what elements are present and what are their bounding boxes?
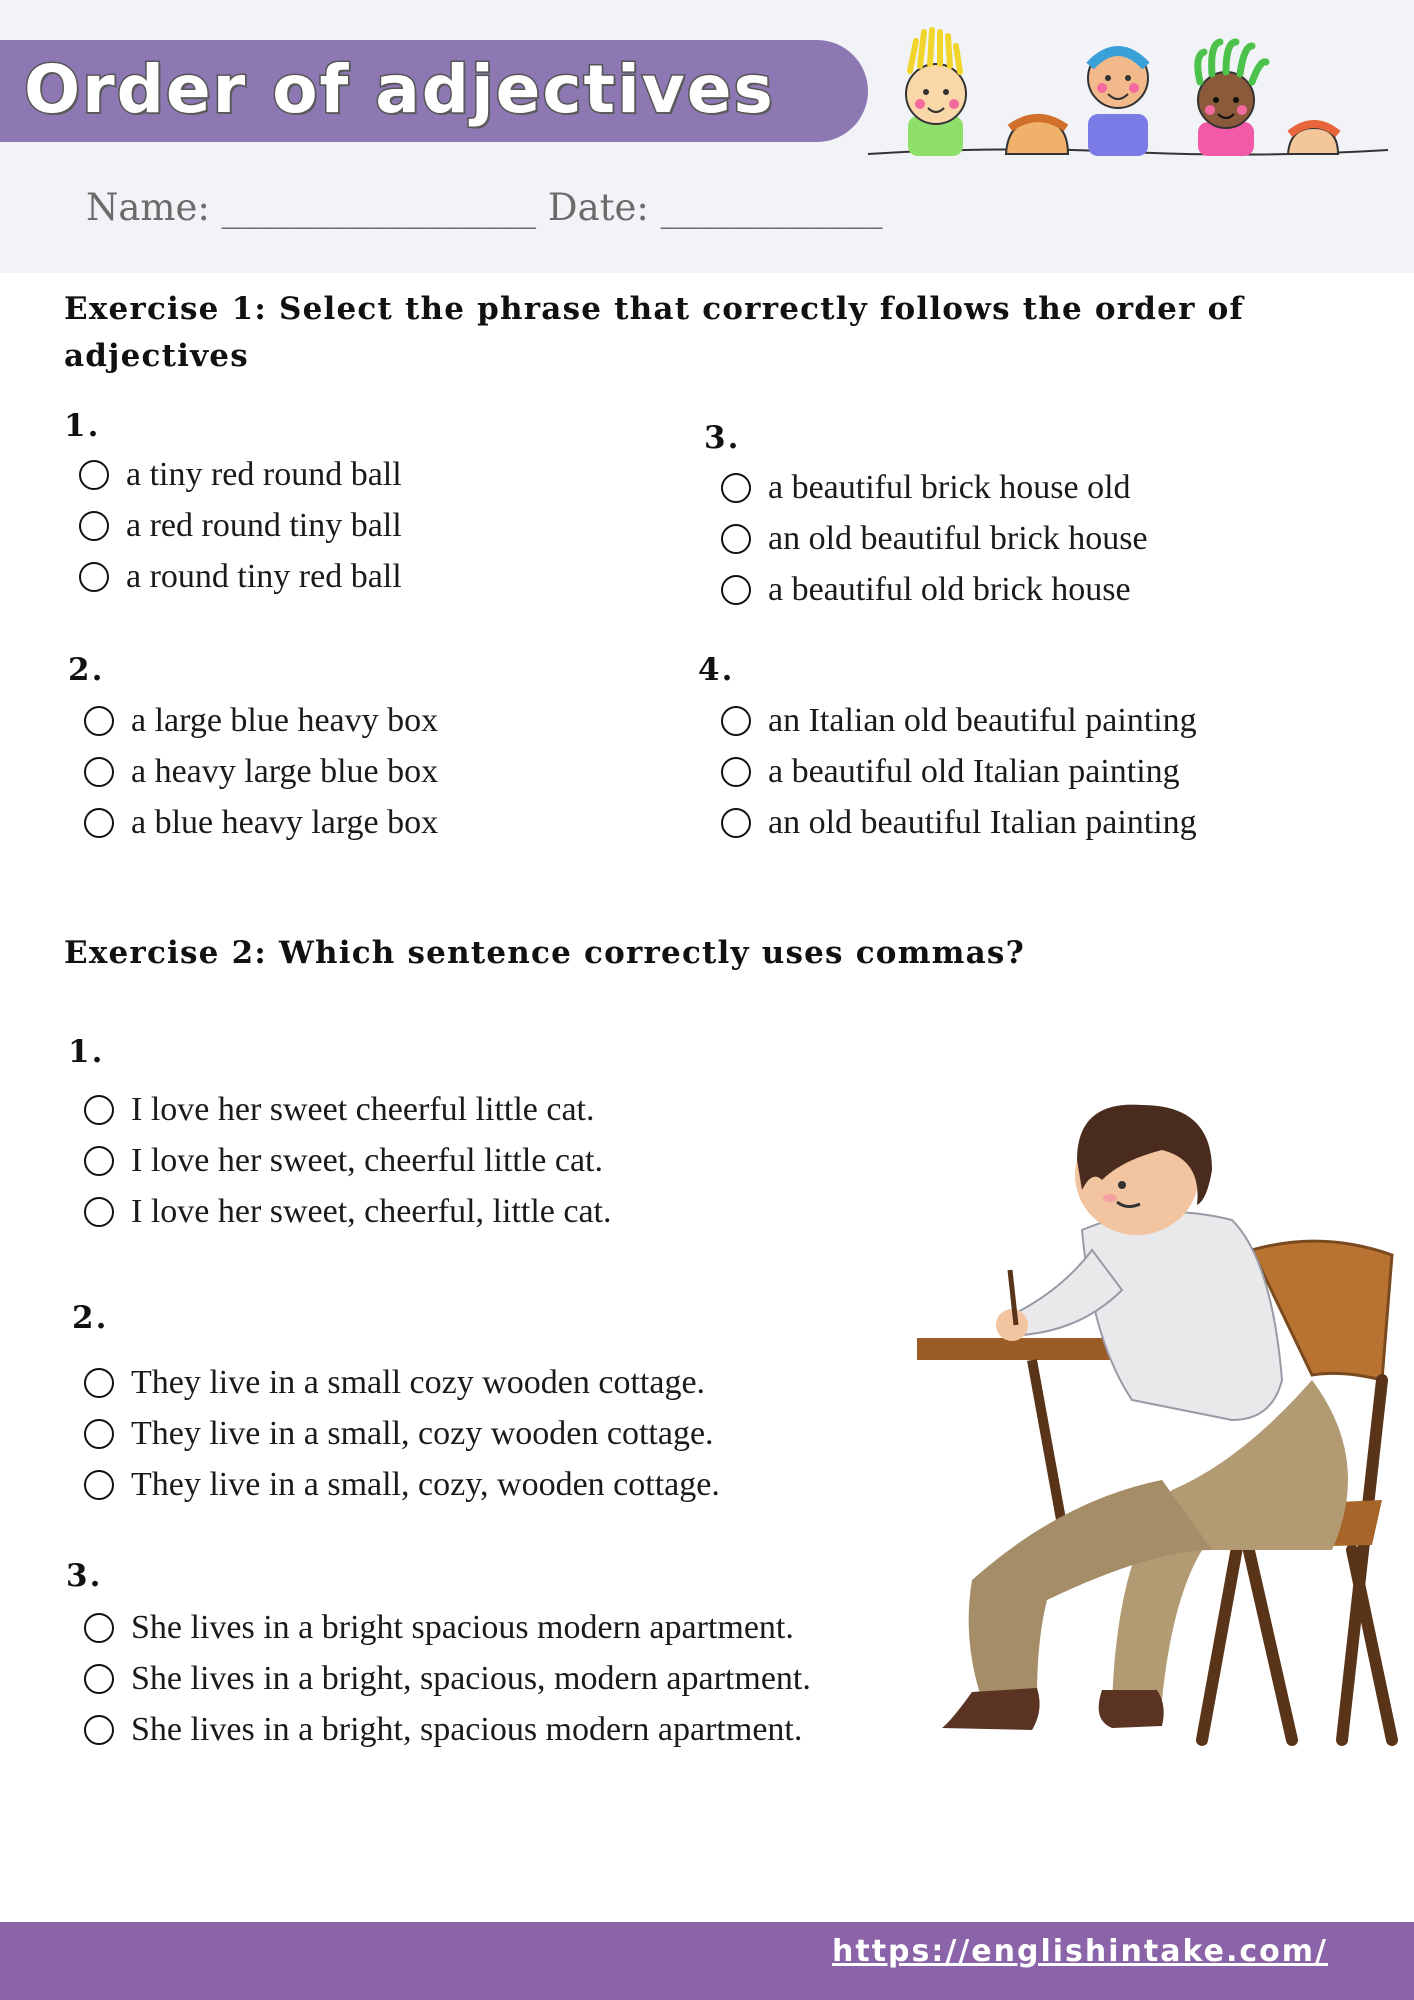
footer-website-link[interactable]: https://englishintake.com/ [832,1934,1328,1969]
ex2-q2-option-1[interactable]: They live in a small cozy wooden cottage. [84,1364,705,1402]
radio-button[interactable] [84,757,114,787]
radio-button[interactable] [84,1419,114,1449]
kids-illustration [868,16,1388,166]
ex2-q2-option-2[interactable]: They live in a small, cozy wooden cottage. [84,1415,714,1453]
radio-button[interactable] [721,524,751,554]
ex1-q1-option-2[interactable]: a red round tiny ball [79,507,402,545]
ex2-q1-option-2[interactable]: I love her sweet, cheerful little cat. [84,1142,603,1180]
ex2-q3-number: 3. [66,1558,103,1594]
ex1-q2-option-3[interactable]: a blue heavy large box [84,804,438,842]
ex1-q1-option-1[interactable]: a tiny red round ball [79,456,402,494]
radio-button[interactable] [79,460,109,490]
radio-button[interactable] [721,706,751,736]
radio-button[interactable] [84,1146,114,1176]
ex1-q1-option-3[interactable]: a round tiny red ball [79,558,402,596]
ex1-q3-option-2[interactable]: an old beautiful brick house [721,520,1148,558]
radio-button[interactable] [84,1368,114,1398]
radio-button[interactable] [79,511,109,541]
ex1-q2-option-1[interactable]: a large blue heavy box [84,702,438,740]
radio-button[interactable] [721,808,751,838]
exercise-1-heading [64,286,1244,380]
radio-button[interactable] [721,575,751,605]
ex2-q2-option-3[interactable]: They live in a small, cozy, wooden cottage. [84,1466,720,1504]
ex2-q1-number: 1. [68,1034,105,1070]
radio-button[interactable] [84,808,114,838]
ex1-q3-option-3[interactable]: a beautiful old brick house [721,571,1131,609]
radio-button[interactable] [84,1715,114,1745]
ex1-q1-number: 1. [64,408,101,444]
ex1-q4-option-1[interactable]: an Italian old beautiful painting [721,702,1197,740]
ex2-q3-option-3[interactable]: She lives in a bright, spacious modern apartment. [84,1711,802,1749]
ex1-q3-number: 3. [704,420,741,456]
ex1-q2-number: 2. [68,652,105,688]
radio-button[interactable] [79,562,109,592]
exercise-1-heading-line1: Exercise 1: Select the phrase that correctly follows the order of [64,291,1245,327]
radio-button[interactable] [84,1197,114,1227]
ex1-q4-option-2[interactable]: a beautiful old Italian painting [721,753,1180,791]
exercise-2-heading: Exercise 2: Which sentence correctly uses commas? [64,935,1025,971]
page-title: Order of adjectives [24,51,775,128]
student-illustration [912,1080,1412,1760]
ex1-q4-number: 4. [698,652,735,688]
radio-button[interactable] [84,706,114,736]
ex2-q1-option-1[interactable]: I love her sweet cheerful little cat. [84,1091,595,1129]
name-date-line: Name: _________________ Date: ____________ [86,186,883,229]
radio-button[interactable] [84,1664,114,1694]
ex2-q1-option-3[interactable]: I love her sweet, cheerful, little cat. [84,1193,612,1231]
radio-button[interactable] [721,473,751,503]
radio-button[interactable] [721,757,751,787]
exercise-1-heading-line2: adjectives [64,338,249,374]
radio-button[interactable] [84,1613,114,1643]
radio-button[interactable] [84,1470,114,1500]
ex1-q4-option-3[interactable]: an old beautiful Italian painting [721,804,1197,842]
ex2-q2-number: 2. [72,1300,109,1336]
radio-button[interactable] [84,1095,114,1125]
ex1-q3-option-1[interactable]: a beautiful brick house old [721,469,1131,507]
ex2-q3-option-2[interactable]: She lives in a bright, spacious, modern apartment. [84,1660,811,1698]
ex2-q3-option-1[interactable]: She lives in a bright spacious modern apartment. [84,1609,794,1647]
ex1-q2-option-2[interactable]: a heavy large blue box [84,753,438,791]
